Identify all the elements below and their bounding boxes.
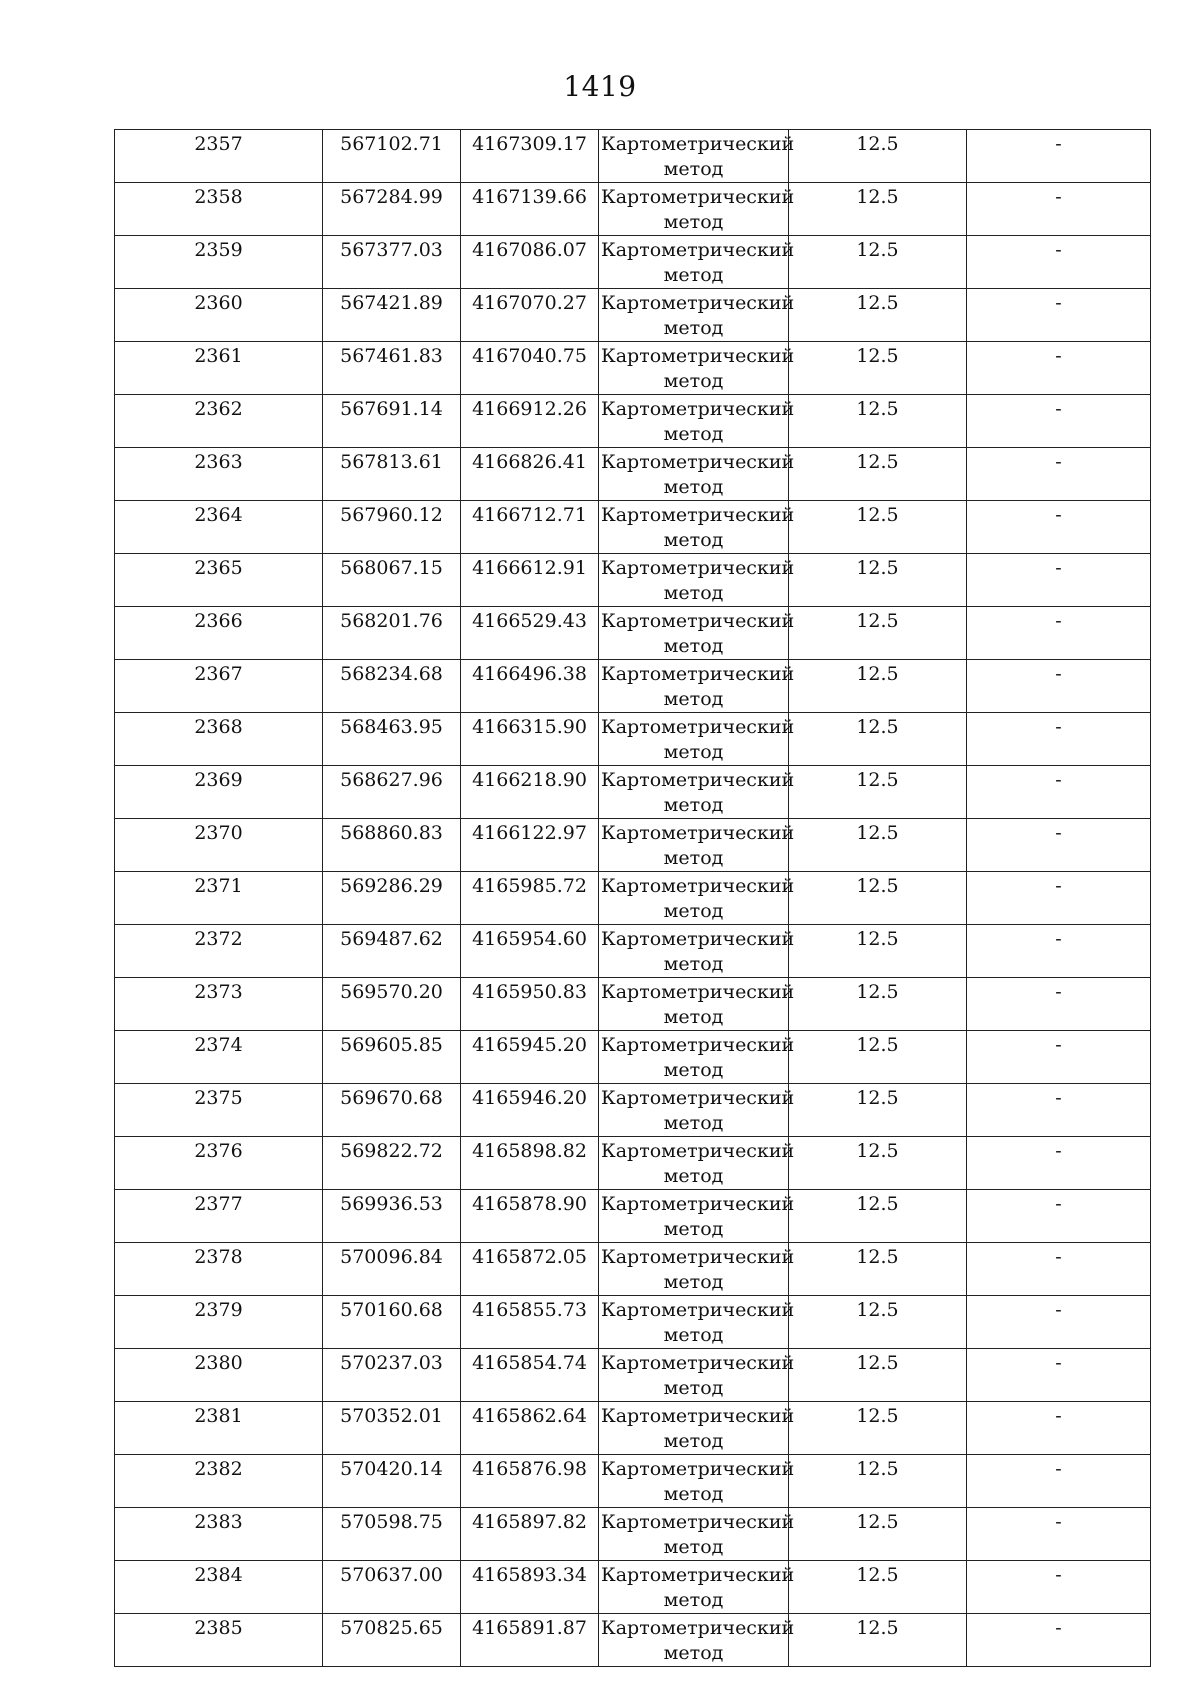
table-row: [115, 766, 1151, 819]
method-cell: [599, 1084, 795, 1137]
coordinates-table: [114, 129, 1151, 1667]
x-coordinate-cell: 567960.12: [323, 501, 461, 554]
accuracy-cell: 12.5: [789, 1031, 967, 1084]
method-label-line1: Картометрический: [601, 1087, 795, 1109]
accuracy-cell: 12.5: [789, 1402, 967, 1455]
description-cell: -: [967, 1508, 1151, 1561]
method-label-line1: Картометрический: [601, 504, 795, 526]
x-coordinate-cell: 569487.62: [323, 925, 461, 978]
y-coordinate-cell: 4165954.60: [461, 925, 599, 978]
table-row: [115, 1614, 1151, 1667]
page-number: 1419: [563, 70, 637, 103]
method-label-line2: метод: [663, 847, 724, 869]
accuracy-cell: 12.5: [789, 1137, 967, 1190]
point-number-cell: 2369: [115, 766, 323, 819]
description-cell: -: [967, 872, 1151, 925]
method-cell: [599, 607, 795, 660]
accuracy-cell: 12.5: [789, 183, 967, 236]
x-coordinate-cell: 569570.20: [323, 978, 461, 1031]
accuracy-cell: 12.5: [789, 289, 967, 342]
x-coordinate-cell: 567284.99: [323, 183, 461, 236]
x-coordinate-cell: 569670.68: [323, 1084, 461, 1137]
point-number-cell: 2385: [115, 1614, 323, 1667]
x-coordinate-cell: 568067.15: [323, 554, 461, 607]
table-row: [115, 1561, 1151, 1614]
y-coordinate-cell: 4166218.90: [461, 766, 599, 819]
method-label-line2: метод: [663, 1059, 724, 1081]
method-cell: [599, 236, 795, 289]
method-cell: [599, 1031, 795, 1084]
description-cell: -: [967, 1137, 1151, 1190]
description-cell: -: [967, 1349, 1151, 1402]
description-cell: -: [967, 130, 1151, 183]
point-number-cell: 2366: [115, 607, 323, 660]
description-cell: -: [967, 1296, 1151, 1349]
method-cell: [599, 1402, 795, 1455]
y-coordinate-cell: 4165878.90: [461, 1190, 599, 1243]
method-label-line1: Картометрический: [601, 1193, 795, 1215]
x-coordinate-cell: 570352.01: [323, 1402, 461, 1455]
accuracy-cell: 12.5: [789, 130, 967, 183]
table-row: [115, 925, 1151, 978]
table-row: [115, 1243, 1151, 1296]
method-label-line1: Картометрический: [601, 716, 795, 738]
x-coordinate-cell: 567813.61: [323, 448, 461, 501]
method-cell: [599, 1508, 795, 1561]
point-number-cell: 2377: [115, 1190, 323, 1243]
y-coordinate-cell: 4165946.20: [461, 1084, 599, 1137]
method-cell: [599, 1296, 795, 1349]
method-cell: [599, 1137, 795, 1190]
description-cell: -: [967, 1190, 1151, 1243]
method-cell: [599, 130, 795, 183]
method-cell: [599, 289, 795, 342]
method-label-line2: метод: [663, 1536, 724, 1558]
table-row: [115, 236, 1151, 289]
method-label-line2: метод: [663, 1483, 724, 1505]
description-cell: -: [967, 554, 1151, 607]
table-row: [115, 448, 1151, 501]
x-coordinate-cell: 567421.89: [323, 289, 461, 342]
y-coordinate-cell: 4166496.38: [461, 660, 599, 713]
point-number-cell: 2374: [115, 1031, 323, 1084]
description-cell: -: [967, 183, 1151, 236]
point-number-cell: 2360: [115, 289, 323, 342]
point-number-cell: 2380: [115, 1349, 323, 1402]
table-row: [115, 1137, 1151, 1190]
method-cell: [599, 183, 795, 236]
point-number-cell: 2367: [115, 660, 323, 713]
y-coordinate-cell: 4165862.64: [461, 1402, 599, 1455]
point-number-cell: 2364: [115, 501, 323, 554]
y-coordinate-cell: 4165897.82: [461, 1508, 599, 1561]
accuracy-cell: 12.5: [789, 1084, 967, 1137]
table-row: [115, 1349, 1151, 1402]
x-coordinate-cell: 569286.29: [323, 872, 461, 925]
accuracy-cell: 12.5: [789, 1508, 967, 1561]
description-cell: -: [967, 236, 1151, 289]
table-row: [115, 978, 1151, 1031]
y-coordinate-cell: 4165945.20: [461, 1031, 599, 1084]
method-cell: [599, 342, 795, 395]
table-row: [115, 1402, 1151, 1455]
y-coordinate-cell: 4165855.73: [461, 1296, 599, 1349]
x-coordinate-cell: 568463.95: [323, 713, 461, 766]
table-row: [115, 395, 1151, 448]
method-label-line2: метод: [663, 741, 724, 763]
method-label-line1: Картометрический: [601, 1511, 795, 1533]
method-label-line2: метод: [663, 582, 724, 604]
description-cell: -: [967, 1561, 1151, 1614]
method-label-line1: Картометрический: [601, 398, 795, 420]
accuracy-cell: 12.5: [789, 501, 967, 554]
method-label-line2: метод: [663, 1271, 724, 1293]
table-row: [115, 660, 1151, 713]
description-cell: -: [967, 289, 1151, 342]
description-cell: -: [967, 501, 1151, 554]
x-coordinate-cell: 569822.72: [323, 1137, 461, 1190]
accuracy-cell: 12.5: [789, 925, 967, 978]
method-label-line2: метод: [663, 423, 724, 445]
point-number-cell: 2368: [115, 713, 323, 766]
table-row: [115, 1455, 1151, 1508]
point-number-cell: 2357: [115, 130, 323, 183]
table-row: [115, 342, 1151, 395]
x-coordinate-cell: 570160.68: [323, 1296, 461, 1349]
accuracy-cell: 12.5: [789, 236, 967, 289]
x-coordinate-cell: 568234.68: [323, 660, 461, 713]
method-label-line1: Картометрический: [601, 610, 795, 632]
accuracy-cell: 12.5: [789, 978, 967, 1031]
description-cell: -: [967, 342, 1151, 395]
accuracy-cell: 12.5: [789, 554, 967, 607]
table-row: [115, 289, 1151, 342]
method-cell: [599, 448, 795, 501]
y-coordinate-cell: 4167086.07: [461, 236, 599, 289]
accuracy-cell: 12.5: [789, 395, 967, 448]
method-label-line2: метод: [663, 317, 724, 339]
method-label-line2: метод: [663, 211, 724, 233]
method-cell: [599, 395, 795, 448]
method-label-line2: метод: [663, 476, 724, 498]
y-coordinate-cell: 4167040.75: [461, 342, 599, 395]
method-cell: [599, 1349, 795, 1402]
x-coordinate-cell: 568860.83: [323, 819, 461, 872]
method-label-line1: Картометрический: [601, 345, 795, 367]
point-number-cell: 2361: [115, 342, 323, 395]
method-label-line2: метод: [663, 529, 724, 551]
description-cell: -: [967, 925, 1151, 978]
accuracy-cell: 12.5: [789, 607, 967, 660]
table-row: [115, 1508, 1151, 1561]
table-row: [115, 1084, 1151, 1137]
table-body: [115, 130, 1151, 1667]
accuracy-cell: 12.5: [789, 1561, 967, 1614]
method-label-line2: метод: [663, 794, 724, 816]
y-coordinate-cell: 4166122.97: [461, 819, 599, 872]
x-coordinate-cell: 570637.00: [323, 1561, 461, 1614]
description-cell: -: [967, 1243, 1151, 1296]
method-label-line1: Картометрический: [601, 981, 795, 1003]
y-coordinate-cell: 4165891.87: [461, 1614, 599, 1667]
table-row: [115, 607, 1151, 660]
description-cell: -: [967, 978, 1151, 1031]
method-label-line1: Картометрический: [601, 133, 795, 155]
table-row: [115, 1296, 1151, 1349]
method-label-line1: Картометрический: [601, 1405, 795, 1427]
description-cell: -: [967, 660, 1151, 713]
point-number-cell: 2358: [115, 183, 323, 236]
method-label-line2: метод: [663, 1589, 724, 1611]
x-coordinate-cell: 570420.14: [323, 1455, 461, 1508]
table-row: [115, 713, 1151, 766]
y-coordinate-cell: 4166315.90: [461, 713, 599, 766]
accuracy-cell: 12.5: [789, 1296, 967, 1349]
accuracy-cell: 12.5: [789, 1190, 967, 1243]
method-label-line2: метод: [663, 688, 724, 710]
x-coordinate-cell: 570096.84: [323, 1243, 461, 1296]
method-cell: [599, 1561, 795, 1614]
method-label-line1: Картометрический: [601, 1617, 795, 1639]
point-number-cell: 2362: [115, 395, 323, 448]
point-number-cell: 2375: [115, 1084, 323, 1137]
table-row: [115, 1031, 1151, 1084]
y-coordinate-cell: 4165898.82: [461, 1137, 599, 1190]
point-number-cell: 2383: [115, 1508, 323, 1561]
point-number-cell: 2371: [115, 872, 323, 925]
description-cell: -: [967, 1031, 1151, 1084]
y-coordinate-cell: 4165854.74: [461, 1349, 599, 1402]
point-number-cell: 2363: [115, 448, 323, 501]
method-label-line2: метод: [663, 953, 724, 975]
method-label-line1: Картометрический: [601, 451, 795, 473]
method-cell: [599, 501, 795, 554]
accuracy-cell: 12.5: [789, 1349, 967, 1402]
method-label-line2: метод: [663, 1430, 724, 1452]
method-label-line1: Картометрический: [601, 928, 795, 950]
method-cell: [599, 925, 795, 978]
accuracy-cell: 12.5: [789, 342, 967, 395]
description-cell: -: [967, 766, 1151, 819]
point-number-cell: 2372: [115, 925, 323, 978]
method-cell: [599, 554, 795, 607]
method-label-line2: метод: [663, 1377, 724, 1399]
method-label-line1: Картометрический: [601, 1458, 795, 1480]
point-number-cell: 2379: [115, 1296, 323, 1349]
point-number-cell: 2381: [115, 1402, 323, 1455]
point-number-cell: 2373: [115, 978, 323, 1031]
description-cell: -: [967, 395, 1151, 448]
description-cell: -: [967, 1084, 1151, 1137]
y-coordinate-cell: 4166826.41: [461, 448, 599, 501]
table-row: [115, 183, 1151, 236]
y-coordinate-cell: 4165872.05: [461, 1243, 599, 1296]
point-number-cell: 2378: [115, 1243, 323, 1296]
y-coordinate-cell: 4166529.43: [461, 607, 599, 660]
method-label-line1: Картометрический: [601, 292, 795, 314]
method-label-line2: метод: [663, 1006, 724, 1028]
description-cell: -: [967, 1614, 1151, 1667]
x-coordinate-cell: 568201.76: [323, 607, 461, 660]
accuracy-cell: 12.5: [789, 819, 967, 872]
y-coordinate-cell: 4165950.83: [461, 978, 599, 1031]
x-coordinate-cell: 570598.75: [323, 1508, 461, 1561]
y-coordinate-cell: 4165893.34: [461, 1561, 599, 1614]
description-cell: -: [967, 1455, 1151, 1508]
method-label-line1: Картометрический: [601, 1564, 795, 1586]
method-label-line1: Картометрический: [601, 1299, 795, 1321]
method-label-line1: Картометрический: [601, 1352, 795, 1374]
x-coordinate-cell: 567461.83: [323, 342, 461, 395]
description-cell: -: [967, 448, 1151, 501]
x-coordinate-cell: 570825.65: [323, 1614, 461, 1667]
method-cell: [599, 1243, 795, 1296]
method-cell: [599, 1455, 795, 1508]
method-label-line2: метод: [663, 1642, 724, 1664]
method-label-line1: Картометрический: [601, 663, 795, 685]
method-label-line2: метод: [663, 1218, 724, 1240]
method-cell: [599, 1614, 795, 1667]
table-row: [115, 501, 1151, 554]
method-label-line1: Картометрический: [601, 1246, 795, 1268]
point-number-cell: 2376: [115, 1137, 323, 1190]
method-label-line1: Картометрический: [601, 186, 795, 208]
accuracy-cell: 12.5: [789, 448, 967, 501]
method-label-line1: Картометрический: [601, 239, 795, 261]
accuracy-cell: 12.5: [789, 872, 967, 925]
method-label-line2: метод: [663, 370, 724, 392]
x-coordinate-cell: 567102.71: [323, 130, 461, 183]
description-cell: -: [967, 819, 1151, 872]
method-label-line2: метод: [663, 900, 724, 922]
x-coordinate-cell: 570237.03: [323, 1349, 461, 1402]
x-coordinate-cell: 569605.85: [323, 1031, 461, 1084]
x-coordinate-cell: 569936.53: [323, 1190, 461, 1243]
accuracy-cell: 12.5: [789, 766, 967, 819]
method-cell: [599, 713, 795, 766]
description-cell: -: [967, 607, 1151, 660]
accuracy-cell: 12.5: [789, 713, 967, 766]
method-cell: [599, 978, 795, 1031]
x-coordinate-cell: 568627.96: [323, 766, 461, 819]
table-row: [115, 554, 1151, 607]
method-cell: [599, 660, 795, 713]
point-number-cell: 2370: [115, 819, 323, 872]
table-row: [115, 819, 1151, 872]
x-coordinate-cell: 567377.03: [323, 236, 461, 289]
method-label-line2: метод: [663, 158, 724, 180]
method-label-line1: Картометрический: [601, 1140, 795, 1162]
accuracy-cell: 12.5: [789, 1455, 967, 1508]
method-label-line1: Картометрический: [601, 1034, 795, 1056]
y-coordinate-cell: 4166612.91: [461, 554, 599, 607]
method-label-line1: Картометрический: [601, 875, 795, 897]
y-coordinate-cell: 4167070.27: [461, 289, 599, 342]
method-label-line2: метод: [663, 264, 724, 286]
method-label-line1: Картометрический: [601, 769, 795, 791]
y-coordinate-cell: 4167139.66: [461, 183, 599, 236]
accuracy-cell: 12.5: [789, 1243, 967, 1296]
table-row: [115, 872, 1151, 925]
description-cell: -: [967, 1402, 1151, 1455]
y-coordinate-cell: 4165876.98: [461, 1455, 599, 1508]
method-cell: [599, 872, 795, 925]
x-coordinate-cell: 567691.14: [323, 395, 461, 448]
point-number-cell: 2382: [115, 1455, 323, 1508]
accuracy-cell: 12.5: [789, 1614, 967, 1667]
point-number-cell: 2384: [115, 1561, 323, 1614]
method-label-line2: метод: [663, 635, 724, 657]
method-label-line2: метод: [663, 1165, 724, 1187]
y-coordinate-cell: 4167309.17: [461, 130, 599, 183]
accuracy-cell: 12.5: [789, 660, 967, 713]
y-coordinate-cell: 4165985.72: [461, 872, 599, 925]
method-cell: [599, 819, 795, 872]
table-row: [115, 130, 1151, 183]
y-coordinate-cell: 4166912.26: [461, 395, 599, 448]
table-row: [115, 1190, 1151, 1243]
method-cell: [599, 766, 795, 819]
point-number-cell: 2359: [115, 236, 323, 289]
method-label-line2: метод: [663, 1324, 724, 1346]
description-cell: -: [967, 713, 1151, 766]
method-label-line2: метод: [663, 1112, 724, 1134]
method-label-line1: Картометрический: [601, 557, 795, 579]
method-cell: [599, 1190, 795, 1243]
y-coordinate-cell: 4166712.71: [461, 501, 599, 554]
method-label-line1: Картометрический: [601, 822, 795, 844]
point-number-cell: 2365: [115, 554, 323, 607]
